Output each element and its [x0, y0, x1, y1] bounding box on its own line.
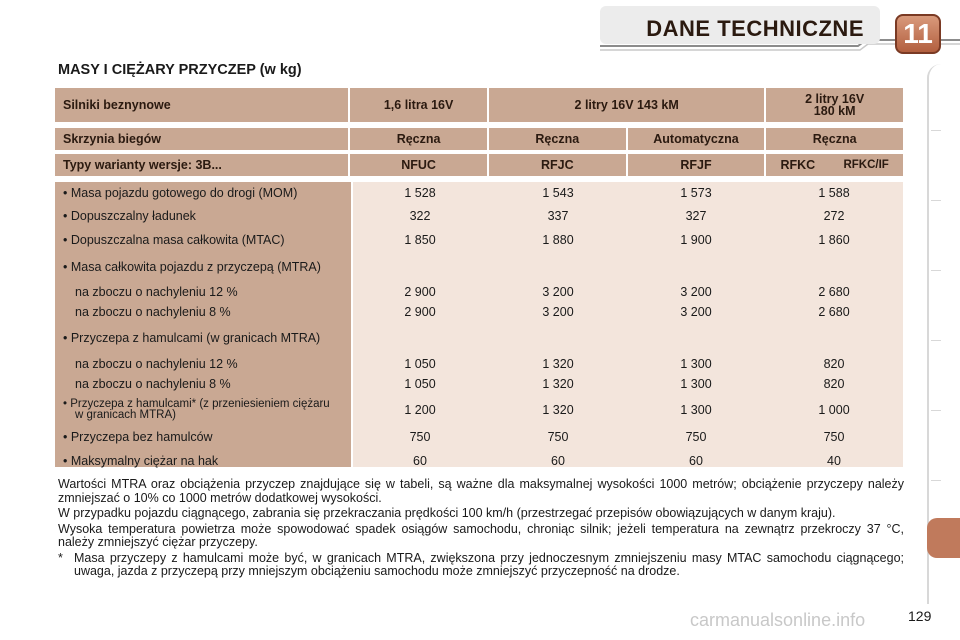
side-tick — [931, 340, 941, 341]
row-value: 1 300 — [680, 377, 712, 391]
row-value: 1 588 — [818, 186, 850, 200]
footnote — [58, 552, 904, 579]
row-value: 3 200 — [680, 285, 712, 299]
row-value: 750 — [823, 430, 845, 444]
row-label: • Przyczepa z hamulcami (w granicach MTRA) — [63, 331, 321, 345]
gearbox-row — [55, 128, 903, 150]
row-value: 272 — [823, 209, 845, 223]
row-value: 2 900 — [404, 285, 436, 299]
row-label: • Masa pojazdu gotowego do drogi (MOM) — [63, 186, 298, 200]
chapter-tab[interactable] — [927, 518, 960, 558]
row-value: 1 320 — [542, 403, 574, 417]
table-row — [55, 426, 903, 448]
engine-cell: 2 litry 16V 143 kM — [489, 88, 764, 122]
row-label: na zboczu o nachyleniu 12 % — [75, 357, 238, 371]
row-value: 337 — [547, 209, 569, 223]
side-tick — [931, 480, 941, 481]
type-cell: RFKC/IF — [843, 159, 889, 171]
row-value: 1 050 — [404, 377, 436, 391]
type-row — [55, 154, 903, 176]
row-value: 2 680 — [818, 305, 850, 319]
row-value: 1 300 — [680, 357, 712, 371]
type-cell: RFJC — [489, 154, 626, 176]
side-tick — [931, 410, 941, 411]
row-value: 1 000 — [818, 403, 850, 417]
gearbox-cell: Automatyczna — [628, 128, 765, 150]
table-row — [55, 374, 903, 394]
row-label: • Dopuszczalny ładunek — [63, 209, 196, 223]
engine-row-label: Silniki beznynowe — [55, 88, 348, 122]
table-row — [55, 324, 903, 352]
side-tick — [931, 270, 941, 271]
gearbox-cell: Ręczna — [350, 128, 487, 150]
watermark: carmanualsonline.info — [690, 610, 866, 630]
row-value: 1 880 — [542, 233, 574, 247]
row-value: 1 573 — [680, 186, 712, 200]
table-row — [55, 396, 903, 424]
table-row — [55, 204, 903, 228]
engine-cell: 2 litry 16V 180 kM — [766, 88, 903, 122]
gearbox-cell: Ręczna — [766, 128, 903, 150]
row-value: 1 543 — [542, 186, 574, 200]
type-cell-split — [766, 154, 903, 176]
row-label: na zboczu o nachyleniu 8 % — [75, 377, 231, 391]
chapter-title: DANE TECHNICZNE — [646, 16, 864, 41]
row-label: • Dopuszczalna masa całkowita (MTAC) — [63, 233, 285, 247]
row-value: 750 — [685, 430, 707, 444]
side-tick — [931, 130, 941, 131]
row-value: 820 — [823, 357, 845, 371]
row-value: 40 — [827, 454, 841, 468]
row-value: 820 — [823, 377, 845, 391]
row-value: 750 — [547, 430, 569, 444]
table-row — [55, 354, 903, 374]
row-value: 3 200 — [542, 305, 574, 319]
note-paragraph: Wartości MTRA oraz obciążenia przyczep znajdujące się w tabeli, są ważne dla maksymalnej wysokości 1000 metrów; obciążenie przyczepy należy zmniejszać o 10% co 1000 metrów dodatkowej wysokości. — [58, 477, 904, 505]
row-value: 322 — [409, 209, 431, 223]
row-value: 1 900 — [680, 233, 712, 247]
table-row — [55, 302, 903, 322]
row-label: na zboczu o nachyleniu 8 % — [75, 305, 231, 319]
notes-section — [58, 478, 904, 579]
table-row — [55, 252, 903, 282]
type-cell: RFKC — [780, 158, 816, 172]
table-row — [55, 450, 903, 472]
type-row-label: Typy warianty wersje: 3B... — [55, 154, 348, 176]
row-value: 2 680 — [818, 285, 850, 299]
row-value: 1 320 — [542, 357, 574, 371]
chapter-number-badge: 11 — [895, 14, 941, 54]
row-value: 327 — [685, 209, 707, 223]
footnote-text: Masa przyczepy z hamulcami może być, w granicach MTRA, zwiększona przy jednoczesnym zmniejszeniu masy MTAC samochodu ciągnącego; uwaga, jazda z przyczepą przy mniejszym obciążeniu samochodu może zmniejszyć przyczepność na drodze. — [74, 550, 904, 578]
row-value: 1 850 — [404, 233, 436, 247]
row-value: 60 — [689, 454, 703, 468]
row-value: 3 200 — [542, 285, 574, 299]
table-row — [55, 282, 903, 302]
page-number: 129 — [908, 608, 932, 624]
table-row — [55, 228, 903, 252]
row-value: 1 860 — [818, 233, 850, 247]
row-value: 60 — [551, 454, 565, 468]
note-paragraph: W przypadku pojazdu ciągnącego, zabrania się przekraczania prędkości 100 km/h (przestrzegać przepisów obowiązujących w danym kraju). — [58, 506, 836, 520]
row-value: 60 — [413, 454, 427, 468]
side-tick — [931, 200, 941, 201]
type-cell: RFJF — [628, 154, 765, 176]
row-label: • Masa całkowita pojazdu z przyczepą (MTRA) — [63, 260, 321, 274]
row-label: • Przyczepa z hamulcami* (z przeniesieniem ciężaru w granicach MTRA) — [63, 398, 330, 421]
page-header — [0, 0, 960, 49]
footnote-marker: * — [58, 550, 63, 565]
section-title: MASY I CIĘŻARY PRZYCZEP (w kg) — [58, 62, 302, 78]
row-value: 3 200 — [680, 305, 712, 319]
row-value: 1 200 — [404, 403, 436, 417]
engine-row — [55, 88, 903, 122]
table-row — [55, 182, 903, 204]
row-value: 1 050 — [404, 357, 436, 371]
row-value: 1 320 — [542, 377, 574, 391]
gearbox-cell: Ręczna — [489, 128, 626, 150]
note-paragraph: Wysoka temperatura powietrza może spowodować spadek osiągów samochodu, chroniąc silnik; jeżeli temperatura na zewnątrz przekroczy 37 °C, należy zmniejszyć ciężar przyczepy. — [58, 521, 904, 549]
row-value: 1 528 — [404, 186, 436, 200]
engine-cell: 1,6 litra 16V — [350, 88, 487, 122]
type-cell: NFUC — [350, 154, 487, 176]
row-label: na zboczu o nachyleniu 12 % — [75, 285, 238, 299]
row-label: • Przyczepa bez hamulców — [63, 430, 213, 444]
row-value: 2 900 — [404, 305, 436, 319]
row-label: • Maksymalny ciężar na hak — [63, 454, 219, 468]
row-value: 750 — [409, 430, 431, 444]
gearbox-row-label: Skrzynia biegów — [55, 128, 348, 150]
row-value: 1 300 — [680, 403, 712, 417]
